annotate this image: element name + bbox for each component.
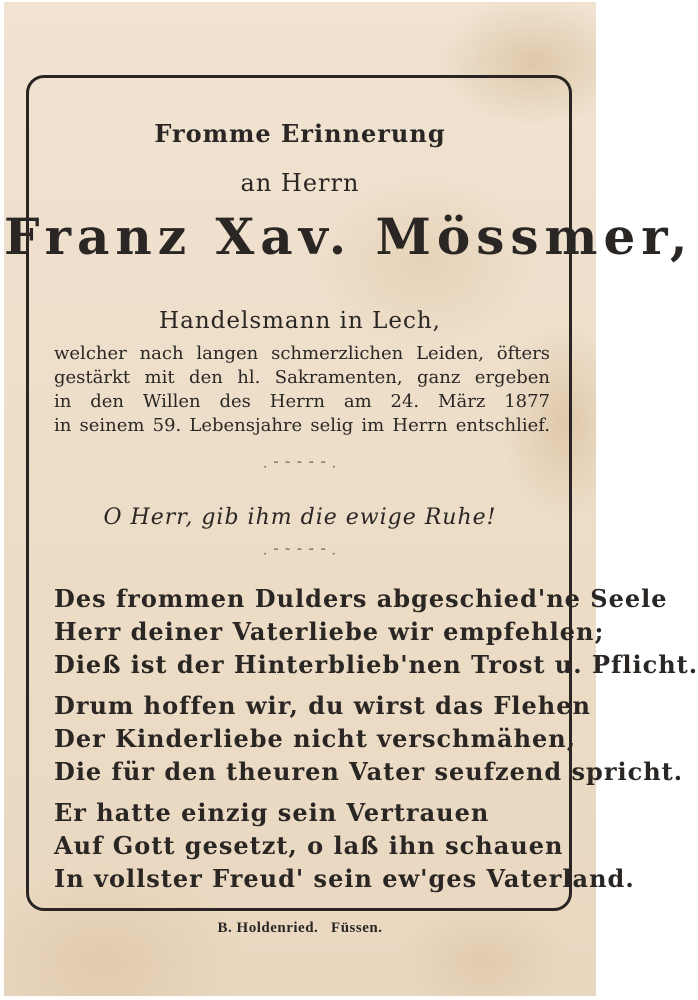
card-dedication: an Herrn: [240, 169, 360, 197]
biography-line: in seinem 59. Lebensjahre selig im Herrn entschlief.: [54, 415, 550, 436]
poem-line: Auf Gott gesetzt, o laß ihn schauen: [54, 831, 564, 860]
card-title: Fromme Erinnerung: [154, 119, 446, 148]
biography-line: welcher nach langen schmerzlichen Leiden, öfters: [54, 343, 550, 364]
memorial-card: [4, 2, 698, 996]
poem-line: Des frommen Dulders abgeschied'ne Seele: [54, 584, 668, 613]
poem-line: Er hatte einzig sein Vertrauen: [54, 798, 490, 827]
poem-line: In vollster Freud' sein ew'ges Vaterland.: [54, 864, 635, 893]
deceased-occupation: Handelsmann in Lech,: [159, 308, 441, 334]
poem-stanza: [54, 689, 684, 788]
divider-ornament: · ˜ ˜ ˜ ˜ ˜ ·: [263, 547, 337, 561]
memorial-poem: [54, 582, 698, 903]
poem-line: Die für den theuren Vater seufzend spricht.: [54, 757, 684, 786]
printer-imprint: B. Holdenried. Füssen.: [217, 920, 383, 936]
poem-line: Der Kinderliebe nicht verschmähen,: [54, 724, 577, 753]
biography-line: gestärkt mit den hl. Sakramenten, ganz ergeben: [54, 367, 550, 388]
poem-line: Drum hoffen wir, du wirst das Flehen: [54, 691, 591, 720]
poem-line: Herr deiner Vaterliebe wir empfehlen;: [54, 617, 605, 646]
biography-line: in den Willen des Herrn am 24. März 1877: [54, 391, 550, 412]
poem-line: Dieß ist der Hinterblieb'nen Trost u. Pflicht.: [54, 650, 698, 679]
poem-stanza: [54, 582, 698, 681]
deceased-name: Franz Xav. Mössmer,: [4, 207, 694, 266]
prayer-line: O Herr, gib ihm die ewige Ruhe!: [103, 505, 497, 530]
divider-ornament: · ˜ ˜ ˜ ˜ ˜ ·: [263, 460, 337, 474]
biography-paragraph: [54, 342, 550, 438]
poem-stanza: [54, 796, 635, 895]
